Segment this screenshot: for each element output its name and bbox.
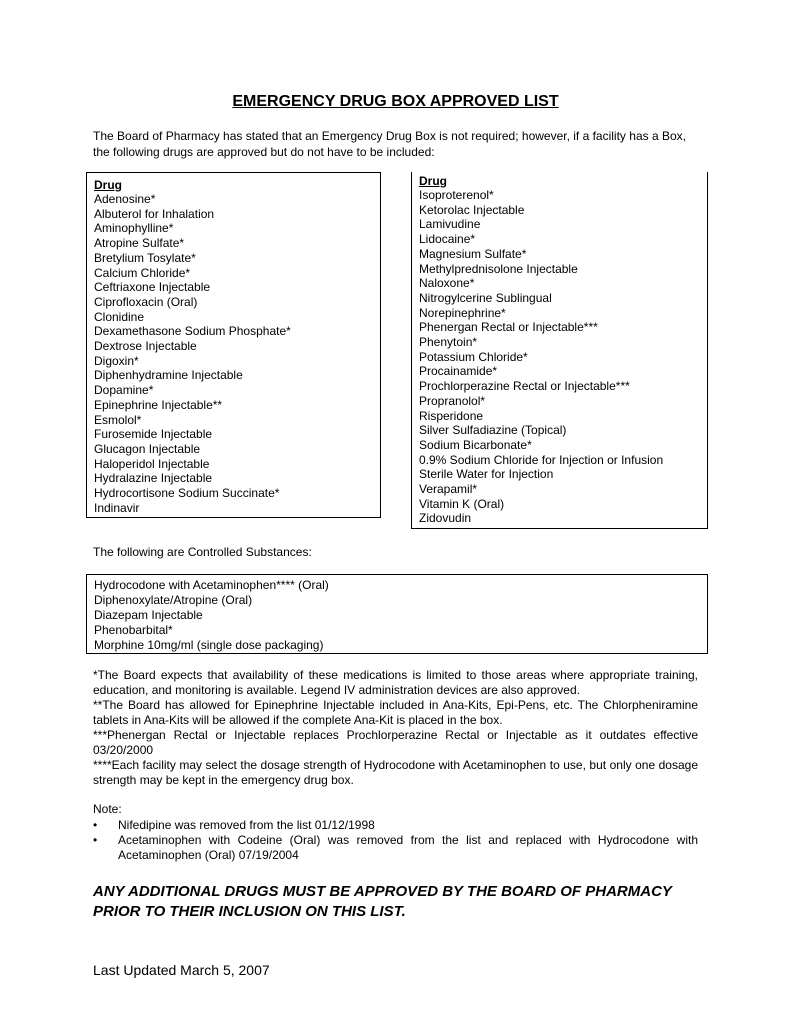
bullet-icon: • [93,833,98,847]
drug-item: Risperidone [419,408,484,423]
drug-item: Phenobarbital* [94,623,173,637]
controlled-substances-table [86,574,708,654]
drug-item: Dopamine* [94,383,154,398]
drug-item: Glucagon Injectable [94,441,201,456]
drug-item: Silver Sulfadiazine (Topical) [419,423,567,438]
drug-item: 0.9% Sodium Chloride for Injection or Infusion [419,452,664,467]
footnote: ****Each facility may select the dosage strength of Hydrocodone with Acetaminophen to use, but only one dosage strength may be kept in the emergency drug box. [93,758,698,787]
drug-item: Adenosine* [94,192,156,206]
drug-item: Phenytoin* [419,335,478,350]
column-heading: Drug [419,174,447,188]
drug-item: Epinephrine Injectable** [94,397,223,412]
note-item [93,818,698,833]
drug-table-left [86,172,381,518]
drug-item: Zidovudin [419,511,472,526]
page-title: EMERGENCY DRUG BOX APPROVED LIST [232,93,559,110]
drug-item: Digoxin* [94,353,139,368]
controlled-substances-list [94,578,329,653]
footnote: *The Board expects that availability of these medications is limited to those areas where appropriate training, education, and monitoring is available. Legend IV administration devices are also approved. [93,668,698,697]
drug-item: Procainamide* [419,364,498,379]
intro-paragraph: The Board of Pharmacy has stated that an Emergency Drug Box is not required; however, if a facility has a Box, the following drugs are approved but do not have to be included: [93,129,686,159]
drug-item: Isoproterenol* [419,188,494,202]
drug-item: Magnesium Sulfate* [419,246,527,261]
drug-item: Diphenoxylate/Atropine (Oral) [94,593,253,607]
drug-item: Dextrose Injectable [94,339,197,354]
drug-item: Sterile Water for Injection [419,467,554,482]
drug-item: Nitrogylcerine Sublingual [419,290,552,305]
notes-list [93,818,698,863]
drug-item: Morphine 10mg/ml (single dose packaging) [94,638,324,652]
footnote: ***Phenergan Rectal or Injectable replaces Prochlorperazine Rectal or Injectable as it outdates effective 03/20/2000 [93,728,698,757]
drug-list-right [419,188,663,526]
drug-item: Dexamethasone Sodium Phosphate* [94,324,291,339]
drug-table-right [411,172,708,529]
column-heading: Drug [94,178,122,192]
drug-item: Bretylium Tosylate* [94,250,196,265]
drug-item: Lamivudine [419,217,481,232]
controlled-substances-heading: The following are Controlled Substances: [93,545,312,559]
footnotes [93,668,698,788]
drug-item: Diazepam Injectable [94,608,203,622]
drug-item: Ciprofloxacin (Oral) [94,294,198,309]
drug-item: Indinavir [94,500,140,515]
drug-item: Methylprednisolone Injectable [419,261,578,276]
drug-item: Hydrocodone with Acetaminophen**** (Oral) [94,578,329,592]
drug-list-left [94,192,291,515]
footnote: **The Board has allowed for Epinephrine Injectable included in Ana-Kits, Epi-Pens, etc. The Chlorpheniramine tablets in Ana-Kits will be allowed if the complete Ana-Kit is placed in the box. [93,698,698,727]
note-item [93,833,698,863]
drug-item: Hydrocortisone Sodium Succinate* [94,486,280,501]
approval-warning: ANY ADDITIONAL DRUGS MUST BE APPROVED BY THE BOARD OF PHARMACY PRIOR TO THEIR INCLUSION ON THIS LIST. [93,883,672,920]
drug-item: Albuterol for Inhalation [94,206,215,221]
drug-item: Diphenhydramine Injectable [94,368,243,383]
drug-item: Potassium Chloride* [419,349,528,364]
drug-item: Propranolol* [419,393,486,408]
drug-item: Vitamin K (Oral) [419,496,505,511]
drug-item: Atropine Sulfate* [94,236,185,251]
drug-item: Sodium Bicarbonate* [419,437,532,452]
note-text: Nifedipine was removed from the list 01/12/1998 [118,818,375,832]
drug-item: Phenergan Rectal or Injectable*** [419,320,598,335]
note-text: Acetaminophen with Codeine (Oral) was removed from the list and replaced with Hydrocodone with Acetaminophen (Oral) 07/19/2004 [118,833,698,862]
drug-item: Lidocaine* [419,232,476,247]
drug-item: Esmolol* [94,412,142,427]
note-label: Note: [93,802,122,816]
drug-item: Verapamil* [419,482,478,497]
drug-item: Clonidine [94,309,145,324]
drug-item: Hydralazine Injectable [94,471,213,486]
drug-item: Ceftriaxone Injectable [94,280,211,295]
drug-item: Norepinephrine* [419,305,506,320]
last-updated: Last Updated March 5, 2007 [93,962,270,978]
drug-item: Haloperidol Injectable [94,456,210,471]
drug-item: Ketorolac Injectable [419,202,525,217]
bullet-icon: • [93,818,98,832]
drug-item: Prochlorperazine Rectal or Injectable*** [419,379,630,394]
drug-item: Aminophylline* [94,221,174,236]
drug-item: Naloxone* [419,276,475,291]
drug-item: Calcium Chloride* [94,265,191,280]
drug-item: Furosemide Injectable [94,427,213,442]
